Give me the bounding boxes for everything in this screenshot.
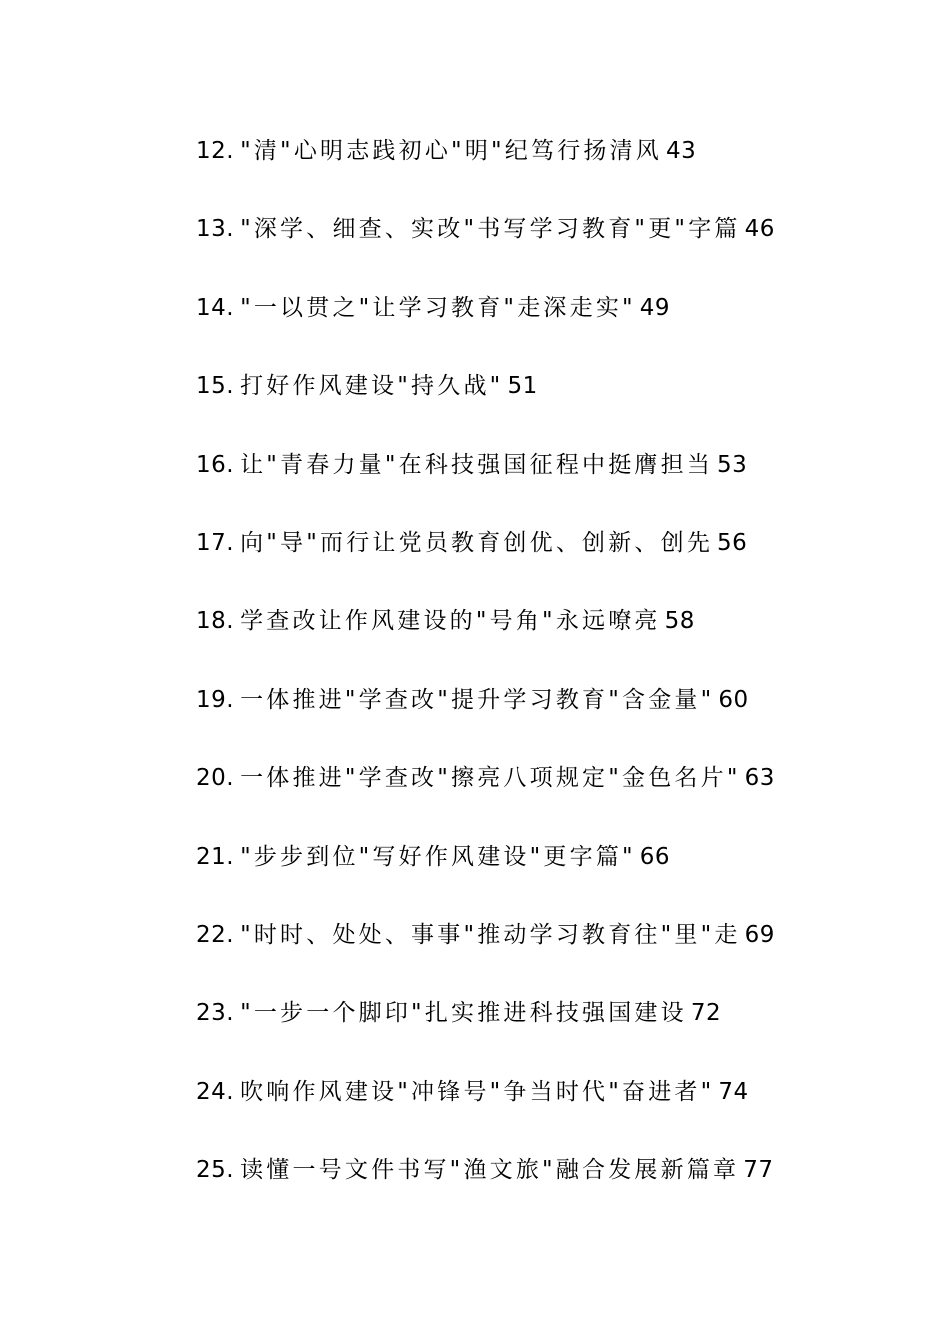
toc-entry-page: 53 <box>717 451 748 478</box>
toc-entry-page: 49 <box>639 294 671 321</box>
toc-entry <box>196 1150 775 1228</box>
toc-entry-number: 23. <box>196 1000 235 1027</box>
toc-entry <box>196 445 775 523</box>
toc-entry-page: 43 <box>666 138 697 164</box>
toc-entry <box>196 601 775 679</box>
table-of-contents <box>196 131 775 1228</box>
toc-entry-number: 15. <box>196 373 235 400</box>
toc-entry-title: 学查改让作风建设的"号角"永远嘹亮 <box>240 608 661 635</box>
toc-entry-title: "深学、细查、实改"书写学习教育"更"字篇 <box>240 216 741 243</box>
toc-entry-number: 24. <box>196 1078 235 1105</box>
toc-entry-title: "时时、处处、事事"推动学习教育往"里"走 <box>240 921 741 948</box>
toc-entry-page: 56 <box>717 529 748 556</box>
toc-entry <box>196 131 775 209</box>
toc-entry-title: 一体推进"学查改"擦亮八项规定"金色名片" <box>240 765 741 792</box>
toc-entry-number: 12. <box>196 138 235 164</box>
toc-entry-title: 读懂一号文件书写"渔文旅"融合发展新篇章 <box>240 1157 740 1184</box>
toc-entry <box>196 1072 775 1150</box>
toc-entry-number: 19. <box>196 686 235 713</box>
toc-entry <box>196 837 775 915</box>
toc-entry-title: 吹响作风建设"冲锋号"争当时代"奋进者" <box>240 1078 715 1105</box>
toc-entry-page: 60 <box>718 686 749 713</box>
toc-entry-page: 72 <box>690 1000 722 1027</box>
toc-entry <box>196 523 775 601</box>
toc-entry-page: 77 <box>743 1157 774 1184</box>
toc-entry-number: 25. <box>196 1157 235 1184</box>
toc-entry-page: 51 <box>507 373 538 400</box>
toc-entry-title: 一体推进"学查改"提升学习教育"含金量" <box>240 686 715 713</box>
toc-entry-number: 20. <box>196 765 235 792</box>
toc-entry <box>196 366 775 444</box>
toc-entry-title: "一步一个脚印"扎实推进科技强国建设 <box>240 1000 687 1027</box>
toc-entry-title: 向"导"而行让党员教育创优、创新、创先 <box>240 529 714 556</box>
toc-entry-number: 22. <box>196 921 235 948</box>
toc-entry <box>196 209 775 287</box>
toc-entry-page: 63 <box>744 765 775 792</box>
toc-entry-page: 69 <box>744 921 775 948</box>
toc-entry-number: 14. <box>196 294 235 321</box>
toc-entry <box>196 680 775 758</box>
toc-entry <box>196 993 775 1071</box>
toc-entry-number: 18. <box>196 608 235 635</box>
toc-entry-page: 58 <box>664 608 695 635</box>
toc-entry-number: 17. <box>196 529 235 556</box>
toc-entry-title: 让"青春力量"在科技强国征程中挺膺担当 <box>240 451 714 478</box>
toc-entry-page: 46 <box>744 216 775 243</box>
toc-entry-title: "一以贯之"让学习教育"走深走实" <box>240 294 636 321</box>
toc-entry-page: 66 <box>639 843 671 870</box>
toc-entry-title: "步步到位"写好作风建设"更字篇" <box>240 843 636 870</box>
toc-entry <box>196 915 775 993</box>
toc-entry <box>196 288 775 366</box>
toc-entry-number: 13. <box>196 216 235 243</box>
toc-entry-page: 74 <box>718 1078 749 1105</box>
toc-entry-number: 16. <box>196 451 235 478</box>
toc-entry-title: 打好作风建设"持久战" <box>240 373 504 400</box>
toc-entry <box>196 758 775 836</box>
toc-entry-number: 21. <box>196 843 235 870</box>
toc-entry-title: "清"心明志践初心"明"纪笃行扬清风 <box>240 138 662 164</box>
